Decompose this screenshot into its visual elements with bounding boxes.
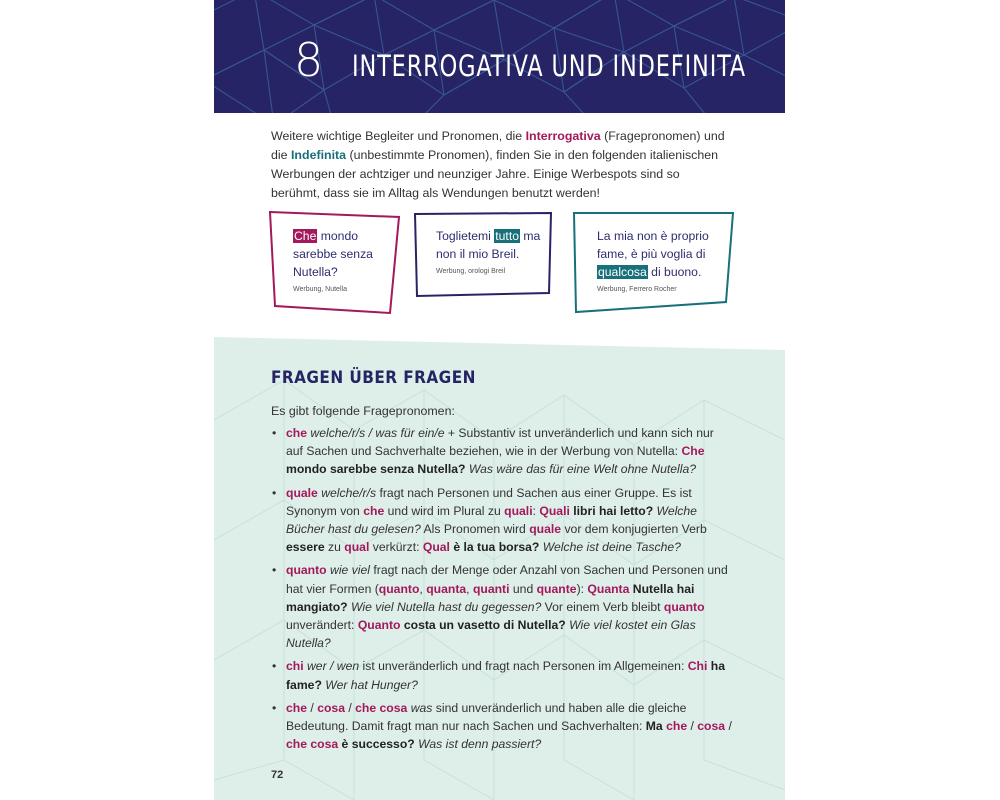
quote-ferrero: La mia non è proprio fame, è più voglia di qualcosa di buono. Werbung, Ferrero Rocher bbox=[597, 227, 725, 296]
quote-source: Werbung, Nutella bbox=[293, 286, 347, 293]
list-item: • quale welche/r/s fragt nach Personen und Sachen aus einer Gruppe. Es ist Synonym von che und wird im Plural zu quali: Quali libri hai letto? Welche Bücher hast du gelesen? Als Pronomen wird quale vor dem konjugierten Verb essere zu qual verkürzt: Qual è la tua borsa? Welche ist deine Tasche? bbox=[272, 485, 707, 555]
list-item: • che / cosa / che cosa was sind unveränderlich und haben alle die gleiche Bedeutung. Damit fragt man nur nach Sachen und Sachverhalten: Ma che / cosa / che cosa è successo? Was ist denn passiert? bbox=[272, 700, 732, 752]
list-item: • quanto wie viel fragt nach der Menge oder Anzahl von Sachen und Personen und hat vier Formen (quanto, quanta, quanti und quante): Quanta Nutella hai mangiato? Wie viel Nutella hast du gegessen? Vor einem Verb bleibt quanto unverändert: Quanto costa un vasetto di Nutella? Wie viel kostet ein Glas Nutella? bbox=[272, 563, 728, 651]
intro-paragraph: Weitere wichtige Begleiter und Pronomen, die Interrogativa (Fragepronomen) und die Indefinita (unbestimmte Pronomen), finden Sie in den folgenden italienischen Werbungen der achtziger und neunziger Jahre. Einige Werbespots sind so berühmt, dass sie im Alltag als Wendungen benutzt werden! bbox=[271, 129, 725, 200]
list-item: • chi wer / wen ist unveränderlich und fragt nach Personen im Allgemeinen: Chi ha fame? Wer hat Hunger? bbox=[272, 659, 725, 692]
pronoun-list bbox=[271, 424, 733, 758]
term-indefinita: Indefinita bbox=[290, 148, 347, 162]
term-interrogativa: Interrogativa bbox=[525, 129, 601, 143]
quote-breil: Toglietemi tutto ma non il mio Breil. Werbung, orologi Breil bbox=[436, 227, 548, 278]
page-number: 72 bbox=[271, 769, 284, 781]
section-title: FRAGEN ÜBER FRAGEN bbox=[271, 368, 476, 388]
quote-nutella: Che mondo sarebbe senza Nutella? Werbung, Nutella bbox=[293, 227, 387, 296]
chapter-number: 8 bbox=[294, 33, 324, 87]
list-item: • che welche/r/s / was für ein/e + Substantiv ist unveränderlich und kann sich nur auf Sachen und Sachverhalte beziehen, wie in der Werbung von Nutella: Che mondo sarebbe senza Nutella? Was wäre das für eine Welt ohne Nutella? bbox=[272, 426, 714, 477]
quote-source: Werbung, Ferrero Rocher bbox=[597, 286, 677, 293]
section-intro: Es gibt folgende Fragepronomen: bbox=[271, 404, 455, 418]
chapter-title: INTERROGATIVA UND INDEFINITA bbox=[352, 49, 747, 83]
quote-source: Werbung, orologi Breil bbox=[436, 268, 506, 275]
book-page bbox=[214, 0, 785, 800]
